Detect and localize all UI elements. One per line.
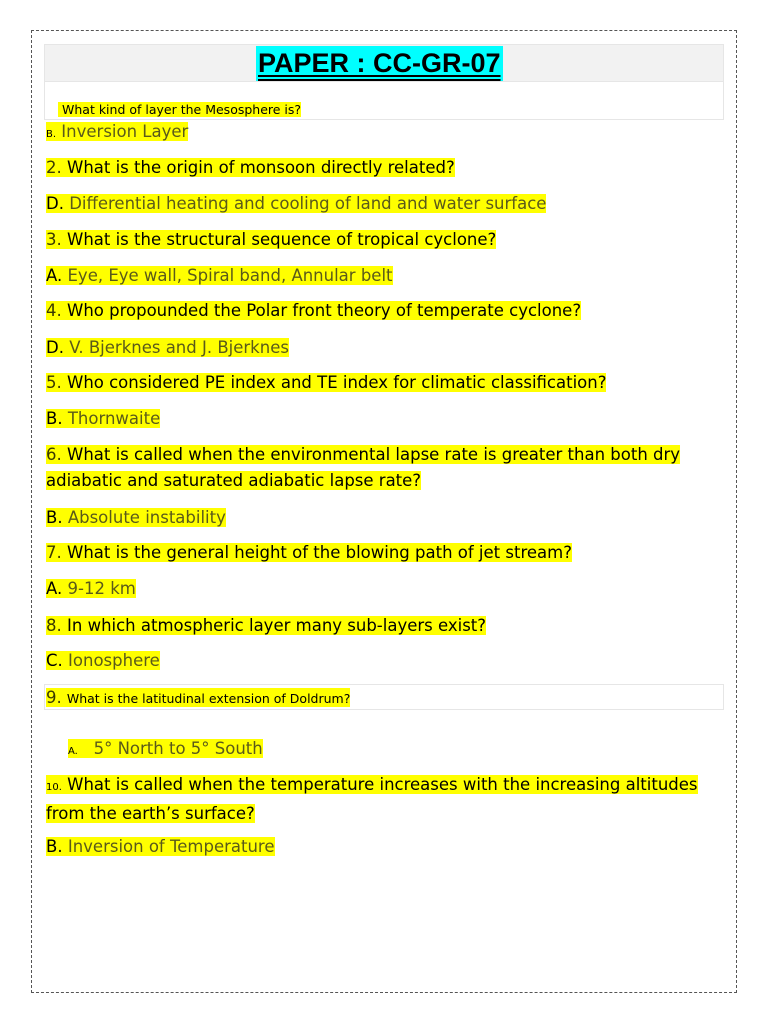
- question-1: [58, 99, 301, 121]
- question-8-text: In which atmospheric layer many sub-layers exist?: [67, 616, 487, 635]
- answer-10-text: Inversion of Temperature: [67, 837, 275, 856]
- answer-7: [46, 578, 136, 600]
- question-2-text: What is the origin of monsoon directly related?: [67, 158, 455, 177]
- answer-10: [46, 836, 275, 858]
- question-7-text: What is the general height of the blowing path of jet stream?: [67, 543, 572, 562]
- answer-7-label: A.: [46, 579, 63, 598]
- answer-5-label: B.: [46, 409, 63, 428]
- answer-6-text: Absolute instability: [67, 508, 226, 527]
- question-4-number: 4.: [46, 301, 62, 320]
- question-10-number: 10.: [46, 782, 62, 793]
- answer-1-text: Inversion Layer: [61, 122, 189, 141]
- answer-4-text: V. Bjerknes and J. Bjerknes: [69, 338, 289, 357]
- answer-9-text: 5° North to 5° South: [93, 739, 263, 758]
- answer-2-text: Differential heating and cooling of land and water surface: [69, 194, 547, 213]
- answer-4: [46, 337, 289, 359]
- question-2: [46, 157, 455, 179]
- question-3-text: What is the structural sequence of tropical cyclone?: [67, 230, 497, 249]
- answer-2-label: D.: [46, 194, 64, 213]
- question-4-text: Who propounded the Polar front theory of temperate cyclone?: [67, 301, 582, 320]
- page-title: PAPER : CC-GR-07: [256, 46, 503, 81]
- answer-6: [46, 507, 226, 529]
- question-4: [46, 300, 581, 322]
- question-1-text: What kind of layer the Mesosphere is?: [58, 102, 301, 117]
- answer-3-text: Eye, Eye wall, Spiral band, Annular belt: [67, 266, 393, 285]
- answer-8: [46, 650, 160, 672]
- question-6-text: What is called when the environmental lapse rate is greater than both dry adiabatic and saturated adiabatic lapse rate?: [46, 445, 681, 490]
- question-9: [46, 687, 350, 710]
- question-9-text: What is the latitudinal extension of Doldrum?: [66, 691, 351, 706]
- answer-7-text: 9-12 km: [67, 579, 136, 598]
- answer-5-text: Thornwaite: [67, 409, 161, 428]
- answer-9-label: A.: [68, 746, 78, 757]
- answer-1: [46, 121, 188, 146]
- question-6: [46, 442, 718, 494]
- answer-9: [68, 738, 263, 763]
- question-7-number: 7.: [46, 543, 62, 562]
- answer-1-label: B.: [46, 129, 57, 140]
- question-10-text: What is called when the temperature increases with the increasing altitudes from the earth’s surface?: [46, 775, 698, 823]
- question-10: [46, 772, 718, 827]
- question-2-number: 2.: [46, 158, 62, 177]
- answer-8-text: Ionosphere: [68, 651, 160, 670]
- answer-3: [46, 265, 393, 287]
- answer-10-label: B.: [46, 837, 63, 856]
- answer-3-label: A.: [46, 266, 63, 285]
- question-7: [46, 542, 572, 564]
- question-5: [46, 372, 606, 394]
- question-3: [46, 229, 496, 251]
- question-5-text: Who considered PE index and TE index for climatic classification?: [67, 373, 607, 392]
- question-8-number: 8.: [46, 616, 62, 635]
- answer-4-label: D.: [46, 338, 64, 357]
- answer-8-label: C.: [46, 651, 63, 670]
- answer-5: [46, 408, 160, 430]
- question-9-number: 9.: [46, 688, 62, 707]
- answer-6-label: B.: [46, 508, 63, 527]
- question-8: [46, 615, 486, 637]
- answer-2: [46, 193, 546, 215]
- question-5-number: 5.: [46, 373, 62, 392]
- question-3-number: 3.: [46, 230, 62, 249]
- question-6-number: 6.: [46, 445, 62, 464]
